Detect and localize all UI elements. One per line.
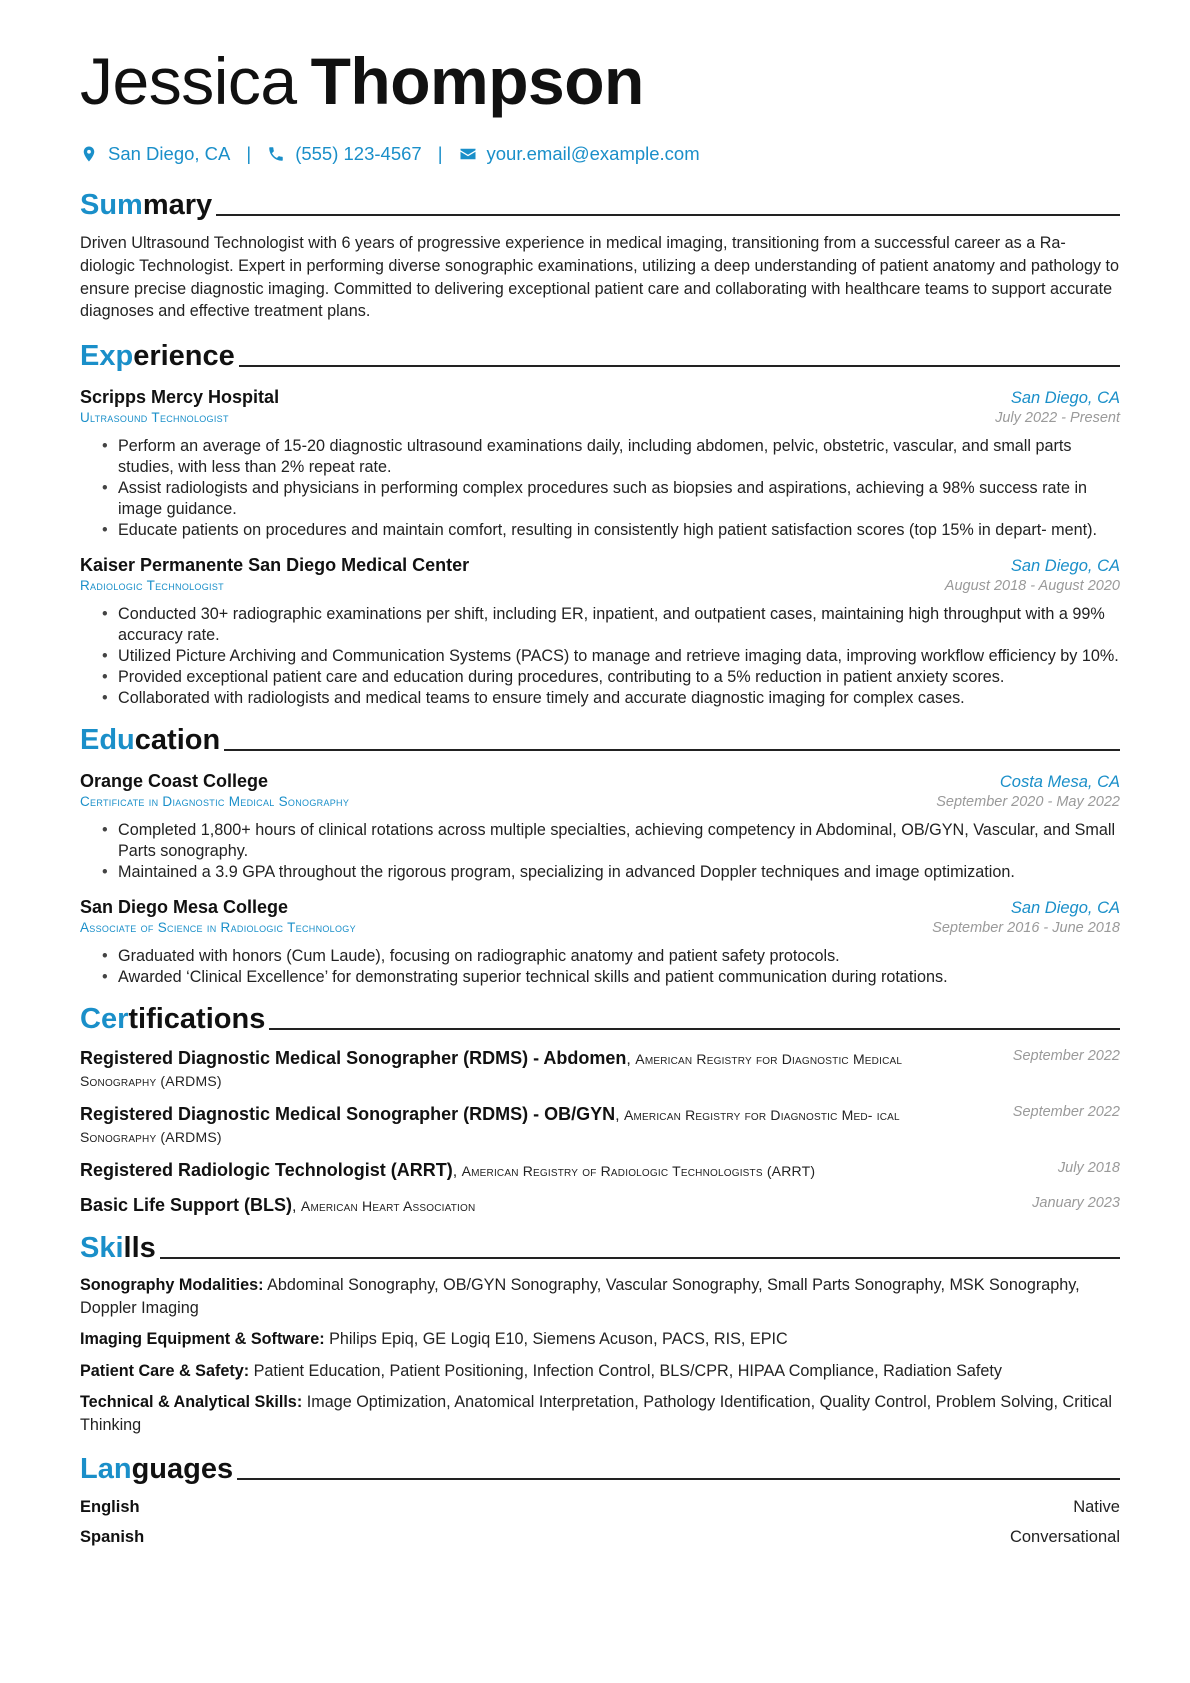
experience-heading [80, 335, 1120, 373]
school-name: Orange Coast College [80, 771, 269, 792]
certification-name: Registered Diagnostic Medical Sonographer (RDMS) - Abdomen [80, 1048, 627, 1069]
certification-issuer: American Registry of Radiologic Technologists (ARRT) [461, 1163, 816, 1180]
school-location: San Diego, CA [1010, 899, 1120, 918]
certifications-heading [80, 998, 1120, 1036]
bullet-list [118, 946, 1120, 988]
experience-entry [80, 555, 1120, 709]
skill-category: Technical & Analytical Skills: [80, 1393, 303, 1412]
section-rule [269, 1028, 1120, 1030]
section-rule [160, 1257, 1120, 1259]
section-title: Languages [80, 1453, 234, 1486]
summary-heading [80, 184, 1120, 222]
job-dates: August 2018 - August 2020 [944, 578, 1120, 595]
certification-issuer: American Registry for Diagnostic Med- ical Sonography (ARDMS) [80, 1107, 900, 1145]
summary-text: Driven Ultrasound Technologist with 6 years of progressive experience in medical imaging, transitioning from a successful career as a Ra- diologic Technologist. Expert in performing diverse sonographic examinations, utilizing a deep understanding of patient anatomy and pathology to ensure precise diagnostic imaging. Committed to delivering exceptional patient care and collaborating with healthcare teams to support accurate diagnoses and effective treatment plans. [80, 234, 1120, 321]
skill-category: Patient Care & Safety: [80, 1361, 250, 1380]
skill-row [80, 1360, 1120, 1383]
bullet-item: • Educate patients on procedures and maintain comfort, resulting in consistently high patient satisfaction scores (top 15% in depart- ment). [118, 520, 1120, 541]
section-title: Skills [80, 1232, 156, 1265]
section-title: Summary [80, 189, 213, 221]
bullet-item: • Assist radiologists and physicians in performing complex procedures such as biopsies and aspirations, achieving a 98% success rate in image guidance. [118, 478, 1120, 520]
certification-item: Registered Diagnostic Medical Sonographer (RDMS) - OB/GYN, American Registry for Diagnostic Med- ical Sonography (ARDMS) September 2022 [80, 1104, 1120, 1148]
bullet-item: • Conducted 30+ radiographic examinations per shift, including ER, inpatient, and outpatient cases, maintaining high throughput with a 99% accuracy rate. [118, 604, 1120, 646]
school-location: Costa Mesa, CA [999, 773, 1120, 792]
bullet-list [118, 604, 1120, 709]
bullet-item: • Collaborated with radiologists and medical teams to ensure timely and accurate diagnostic imaging for complex cases. [118, 688, 1120, 709]
employer-name: Scripps Mercy Hospital [80, 387, 280, 408]
certification-date: September 2022 [1012, 1104, 1120, 1121]
bullet-item: • Graduated with honors (Cum Laude), focusing on radiographic anatomy and patient safety protocols. [118, 946, 1120, 967]
skills-heading [80, 1227, 1120, 1265]
skill-values: Abdominal Sonography, OB/GYN Sonography, Vascular Sonography, Small Parts Sonography, MSK Sonography, Doppler Imaging [80, 1276, 1080, 1317]
contact-separator: | [246, 143, 252, 164]
language-row [80, 1526, 1120, 1548]
phone-icon [267, 144, 285, 164]
bullet-item: • Awarded ‘Clinical Excellence’ for demonstrating superior technical skills and patient communication during rotations. [118, 967, 1120, 988]
degree-title: Certificate in Diagnostic Medical Sonography [80, 794, 350, 810]
skill-row [80, 1274, 1120, 1319]
skill-values: Image Optimization, Anatomical Interpretation, Pathology Identification, Quality Control, Problem Solving, Critical Thinking [80, 1393, 1112, 1434]
contact-bar [80, 140, 1120, 168]
envelope-icon [459, 144, 477, 164]
bullet-item: • Completed 1,800+ hours of clinical rotations across multiple specialties, achieving competency in Abdominal, OB/GYN, Vascular, and Small Parts sonography. [118, 820, 1120, 862]
bullet-item: • Maintained a 3.9 GPA throughout the rigorous program, specializing in advanced Doppler techniques and image optimization. [118, 862, 1120, 883]
last-name: Thompson [310, 44, 644, 118]
certification-date: January 2023 [1032, 1194, 1120, 1211]
section-title: Experience [80, 340, 235, 373]
section-title: Education [80, 724, 221, 757]
bullet-item: • Perform an average of 15-20 diagnostic ultrasound examinations daily, including abdomen, pelvic, obstetric, vascular, and small parts studies, with less than 2% repeat rate. [118, 436, 1120, 478]
section-title: Certifications [80, 1003, 266, 1036]
school-name: San Diego Mesa College [80, 897, 289, 918]
degree-title: Associate of Science in Radiologic Technology [80, 920, 356, 936]
languages-heading [80, 1448, 1120, 1486]
bullet-list [118, 436, 1120, 541]
study-dates: September 2020 - May 2022 [936, 794, 1120, 811]
map-pin-icon [80, 144, 98, 164]
location-text: San Diego, CA [108, 143, 231, 164]
certification-name: Registered Radiologic Technologist (ARRT) [80, 1160, 453, 1181]
skill-row [80, 1328, 1120, 1351]
certification-item: Basic Life Support (BLS), American Heart Association January 2023 [80, 1195, 1120, 1218]
job-dates: July 2022 - Present [995, 410, 1120, 427]
employer-location: San Diego, CA [1010, 389, 1120, 408]
contact-email[interactable] [459, 143, 700, 165]
resume-page [80, 42, 1120, 1548]
study-dates: September 2016 - June 2018 [932, 920, 1120, 937]
phone-text[interactable]: (555) 123-4567 [295, 143, 422, 164]
language-name: English [80, 1498, 140, 1517]
job-title: Ultrasound Technologist [80, 410, 229, 426]
skill-row [80, 1391, 1120, 1436]
contact-location [80, 143, 230, 165]
contact-phone[interactable] [267, 143, 422, 165]
certification-item: Registered Diagnostic Medical Sonographer (RDMS) - Abdomen, American Registry for Diagnostic Medical Sonography (ARDMS) September 2022 [80, 1048, 1120, 1092]
education-entry [80, 897, 1120, 988]
contact-separator: | [437, 143, 443, 164]
first-name: Jessica [80, 44, 297, 118]
bullet-list [118, 820, 1120, 883]
candidate-name [80, 42, 1120, 120]
language-level: Conversational [1009, 1528, 1120, 1547]
certification-date: July 2018 [1057, 1160, 1120, 1177]
employer-name: Kaiser Permanente San Diego Medical Center [80, 555, 470, 576]
certification-name: Registered Diagnostic Medical Sonographer (RDMS) - OB/GYN [80, 1104, 616, 1125]
language-name: Spanish [80, 1528, 145, 1547]
language-row [80, 1496, 1120, 1518]
certification-item: Registered Radiologic Technologist (ARRT), American Registry of Radiologic Technologists (ARRT) July 2018 [80, 1160, 1120, 1183]
job-title: Radiologic Technologist [80, 578, 224, 594]
education-entry [80, 771, 1120, 883]
certification-issuer: American Heart Association [300, 1197, 476, 1214]
bullet-item: • Utilized Picture Archiving and Communication Systems (PACS) to manage and retrieve imaging data, improving workflow efficiency by 10%. [118, 646, 1120, 667]
skill-category: Sonography Modalities: [80, 1276, 264, 1295]
certification-name: Basic Life Support (BLS) [80, 1194, 293, 1215]
section-rule [239, 365, 1120, 367]
skill-values: Philips Epiq, GE Logiq E10, Siemens Acuson, PACS, RIS, EPIC [329, 1330, 788, 1349]
bullet-item: • Provided exceptional patient care and education during procedures, contributing to a 5% reduction in patient anxiety scores. [118, 667, 1120, 688]
section-rule [224, 749, 1120, 751]
employer-location: San Diego, CA [1010, 557, 1120, 576]
education-heading [80, 719, 1120, 757]
experience-entry [80, 387, 1120, 541]
certification-issuer: American Registry for Diagnostic Medical Sonography (ARDMS) [80, 1051, 903, 1089]
section-rule [216, 214, 1120, 216]
skill-values: Patient Education, Patient Positioning, Infection Control, BLS/CPR, HIPAA Compliance, Radiation Safety [253, 1361, 1002, 1380]
email-link[interactable]: your.email@example.com [486, 143, 700, 164]
language-level: Native [1073, 1498, 1120, 1517]
skill-category: Imaging Equipment & Software: [80, 1330, 325, 1349]
section-rule [237, 1478, 1120, 1480]
certification-date: September 2022 [1012, 1048, 1120, 1065]
